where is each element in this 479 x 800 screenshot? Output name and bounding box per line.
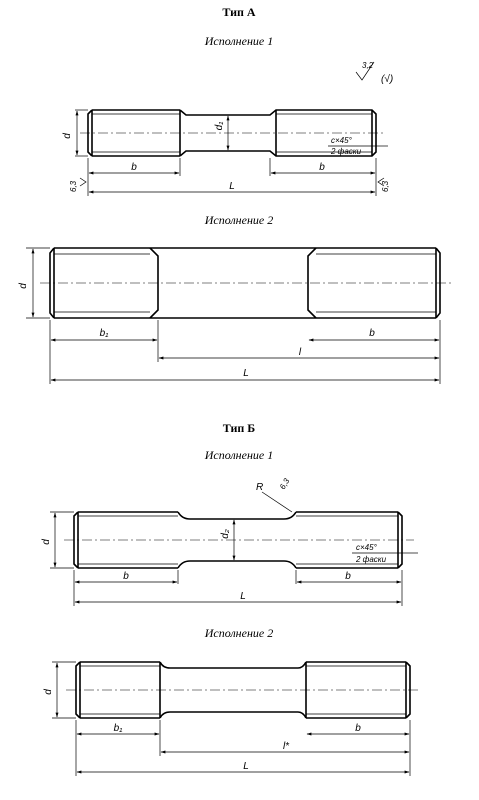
type-a-v1-b-right: b [319,162,325,173]
type-b-v2-stud [66,662,420,718]
type-a-v1-d-label: d [62,133,73,139]
type-b-v1-R: R [256,482,264,493]
type-b-v1-R-rough: 6,3 [277,476,292,491]
type-a-v2-L: L [243,368,249,379]
type-b-v1-chamfer2: 2 фаски [356,555,387,564]
type-a-v2-l: l [298,347,302,358]
type-b-v2-L: L [243,761,249,772]
type-b-v1-d-label: d [41,539,52,545]
type-a-v1-chamfer2: 2 фаски [331,147,362,156]
type-a-v1-L: L [229,181,235,192]
type-b-v1-b-right: b [345,571,351,582]
type-a-v2-d-label: d [18,283,29,289]
type-a-v1-b-left: b [131,162,137,173]
type-a-v1-d1-label: d₁ [214,121,225,131]
type-b-v1-title: Исполнение 1 [204,448,274,462]
type-b-v2-l: l* [282,741,290,752]
roughness-sign [356,61,393,85]
type-a-v2-stud [40,248,452,318]
type-a-v1-rough-right: 6,3 [381,180,390,192]
type-b-v2-b1: b₁ [113,723,123,734]
type-b-v1-b-left: b [123,571,129,582]
type-b-v2-title: Исполнение 2 [204,626,274,640]
type-b-v1-d2-label: d₂ [220,529,231,539]
type-a-v1-rough-left: 6,3 [69,180,78,192]
type-a-v2-title: Исполнение 2 [204,213,274,227]
type-a-v1-title: Исполнение 1 [204,34,274,48]
type-b-v1-L: L [240,591,246,602]
type-a-title: Тип А [222,5,256,19]
type-a-v2-b1: b₁ [99,328,109,339]
type-a-v1-chamfer: c×45° [331,136,352,145]
svg-text:(√): (√) [381,74,394,85]
type-b-v2-d-label: d [43,689,54,695]
type-b-v2-b: b [355,723,361,734]
type-b-title: Тип Б [222,421,256,435]
type-b-v1-chamfer: c×45° [356,543,377,552]
type-a-v2-b: b [369,328,375,339]
svg-text:3,2: 3,2 [362,61,374,70]
